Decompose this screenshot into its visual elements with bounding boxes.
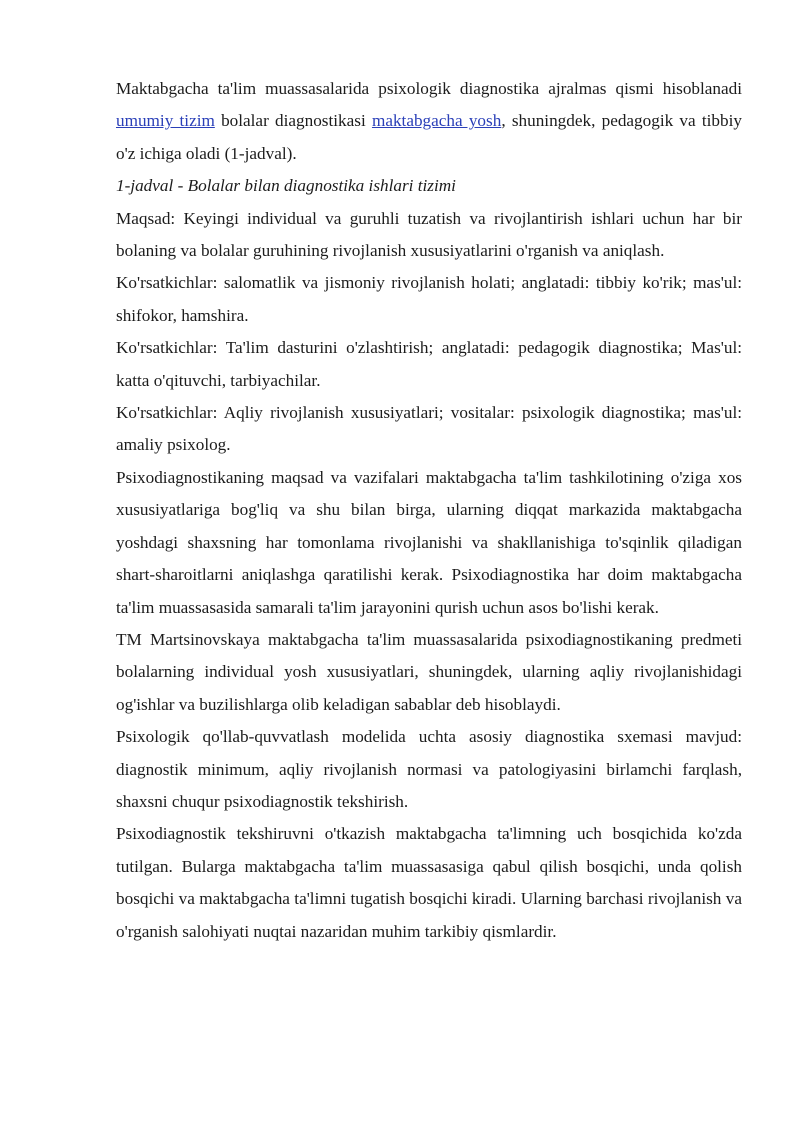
goals-tasks-paragraph: Psixodiagnostikaning maqsad va vazifalari maktabgacha ta'lim tashkilotining o'ziga xos xususiyatlariga bog'liq va shu bilan birga, ularning diqqat markazida maktabgacha yoshdagi shaxsning har tomonlama rivojlanishi va shakllanishiga to'sqinlik qiladigan shart-sharoitlarni aniqlashga qaratilishi kerak. Psixodiagnostika har doim maktabgacha ta'lim muassasasida samarali ta'lim jarayonini qurish uchun asos bo'lishi kerak. bbox=[116, 467, 742, 617]
stages-paragraph: Psixodiagnostik tekshiruvni o'tkazish maktabgacha ta'limning uch bosqichida ko'zda tutilgan. Bularga maktabgacha ta'lim muassasasiga qabul qilish bosqichi, unda qolish bosqichi va maktabgacha ta'limni tugatish bosqichi kiradi. Ularning barchasi rivojlanish va o'rganish salohiyati nuqtai nazaridan muhim tarkibiy qismlardir. bbox=[116, 824, 742, 941]
intro-text-end: , shuningdek, pedagogik va tibbiy o'z ichiga oladi (1-jadval). bbox=[116, 111, 742, 163]
intro-text-start: Maktabgacha ta'lim muassasalarida psixologik diagnostika ajralmas qismi hisoblanadi bbox=[116, 79, 742, 98]
link-maktabgacha-yosh[interactable]: maktabgacha yosh bbox=[371, 111, 502, 131]
table-caption: 1-jadval - Bolalar bilan diagnostika ishlari tizimi bbox=[116, 176, 456, 196]
document-page bbox=[116, 73, 742, 948]
martsinovskaya-paragraph: TM Martsinovskaya maktabgacha ta'lim muassasalarida psixodiagnostikaning predmeti bolalarning individual yosh xususiyatlari, shuningdek, ularning aqliy rivojlanishidagi og'ishlar va buzilishlarga olib keladigan sabablar deb hisoblaydi. bbox=[116, 629, 742, 714]
support-model-paragraph: Psixologik qo'llab-quvvatlash modelida uchta asosiy diagnostika sxemasi mavjud: diagnostik minimum, aqliy rivojlanish normasi va patologiyasini birlamchi farqlash, shaxsni chuqur psixodiagnostik tekshirish. bbox=[116, 727, 742, 811]
indicator-paragraph-education: Ko'rsatkichlar: Ta'lim dasturini o'zlashtirish; anglatadi: pedagogik diagnostika; Mas'ul: katta o'qituvchi, tarbiyachilar. bbox=[116, 338, 742, 390]
indicator-paragraph-health: Ko'rsatkichlar: salomatlik va jismoniy rivojlanish holati; anglatadi: tibbiy ko'rik; mas'ul: shifokor, hamshira. bbox=[116, 273, 742, 325]
intro-text-middle: bolalar diagnostikasi bbox=[214, 111, 372, 131]
indicator-paragraph-mental: Ko'rsatkichlar: Aqliy rivojlanish xususiyatlari; vositalar: psixologik diagnostika; mas'ul: amaliy psixolog. bbox=[116, 403, 742, 455]
link-umumiy-tizim[interactable]: umumiy tizim bbox=[116, 111, 215, 131]
intro-paragraph bbox=[116, 73, 742, 170]
goal-paragraph: Maqsad: Keyingi individual va guruhli tuzatish va rivojlantirish ishlari uchun har bir bolaning va bolalar guruhining rivojlanish xususiyatlarini o'rganish va aniqlash. bbox=[116, 208, 742, 261]
